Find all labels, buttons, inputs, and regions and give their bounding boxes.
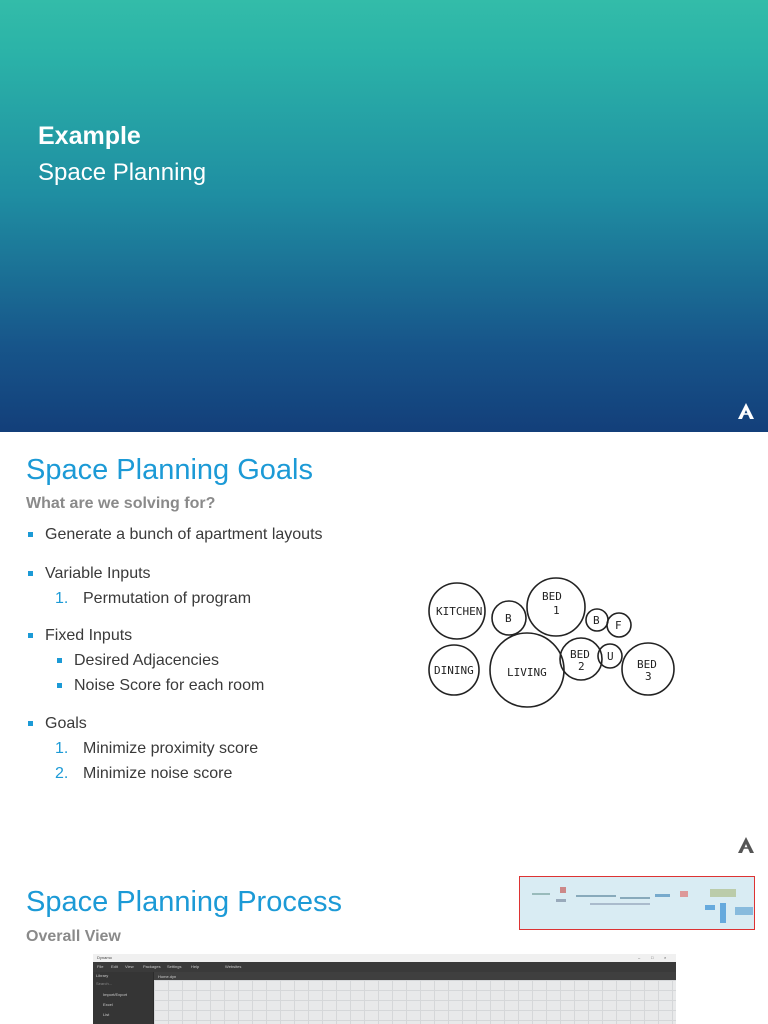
sketch-label: U bbox=[607, 650, 614, 663]
menu-websites[interactable]: Websites bbox=[225, 964, 242, 969]
bullet-item: Variable Inputs bbox=[45, 565, 151, 582]
sketch-label: B bbox=[593, 614, 600, 627]
autodesk-logo-icon bbox=[736, 402, 756, 420]
bubble-diagram-sketch bbox=[420, 562, 695, 722]
menu-bar bbox=[93, 962, 676, 972]
sub-item: Desired Adjacencies bbox=[74, 652, 219, 669]
menu-file[interactable]: File bbox=[97, 964, 104, 969]
window-titlebar bbox=[93, 954, 676, 962]
menu-settings[interactable]: Settings bbox=[167, 964, 182, 969]
slide-subtitle: Space Planning bbox=[38, 159, 207, 186]
slide-title: Example bbox=[38, 122, 141, 150]
list-number: 2. bbox=[55, 765, 69, 782]
slide-title: Space Planning Goals bbox=[26, 454, 313, 486]
menu-packages[interactable]: Packages bbox=[143, 964, 161, 969]
slide-subtitle: What are we solving for? bbox=[26, 495, 216, 512]
sketch-label: B bbox=[505, 612, 512, 625]
sketch-label: LIVING bbox=[507, 666, 547, 679]
list-number: 1. bbox=[55, 590, 69, 607]
process-slide bbox=[0, 864, 768, 1024]
window-title: Dynamo bbox=[97, 955, 112, 960]
tab-bar bbox=[154, 972, 676, 980]
library-item[interactable]: Excel bbox=[103, 1002, 113, 1007]
bullet-item: Generate a bunch of apartment layouts bbox=[45, 526, 323, 543]
graph-canvas[interactable] bbox=[154, 980, 676, 1024]
sketch-label: BED bbox=[637, 658, 657, 671]
sub-item: Noise Score for each room bbox=[74, 677, 265, 694]
sub-item: Permutation of program bbox=[83, 590, 252, 607]
menu-help[interactable]: Help bbox=[191, 964, 200, 969]
close-icon[interactable]: × bbox=[664, 955, 667, 960]
search-input[interactable]: Search... bbox=[96, 981, 113, 986]
sketch-label: BED bbox=[542, 590, 562, 603]
sketch-label: BED bbox=[570, 648, 590, 661]
sketch-label: 1 bbox=[553, 604, 560, 617]
list-number: 1. bbox=[55, 740, 69, 757]
bullet-item: Goals bbox=[45, 715, 87, 732]
graph-overview-thumbnail bbox=[519, 876, 755, 930]
bullet-icon bbox=[28, 721, 33, 726]
library-item[interactable]: Import/Export bbox=[103, 992, 128, 997]
sketch-label: 3 bbox=[645, 670, 652, 683]
dynamo-window-screenshot bbox=[93, 954, 676, 1024]
library-panel bbox=[93, 972, 153, 1024]
sketch-label: DINING bbox=[434, 664, 474, 677]
bullet-icon bbox=[28, 633, 33, 638]
library-label: Library bbox=[96, 973, 109, 978]
sub-item: Minimize noise score bbox=[83, 765, 233, 782]
goals-slide bbox=[0, 432, 768, 864]
slide-subtitle: Overall View bbox=[26, 928, 121, 945]
minimize-icon[interactable]: – bbox=[638, 955, 641, 960]
title-slide bbox=[0, 0, 768, 432]
bullet-item: Fixed Inputs bbox=[45, 627, 133, 644]
bullet-icon bbox=[57, 658, 62, 663]
sub-item: Minimize proximity score bbox=[83, 740, 259, 757]
menu-edit[interactable]: Edit bbox=[111, 964, 118, 969]
menu-view[interactable]: View bbox=[125, 964, 134, 969]
bullet-icon bbox=[57, 683, 62, 688]
tab-home[interactable]: Home.dyn bbox=[158, 974, 177, 979]
bullet-icon bbox=[28, 571, 33, 576]
bullet-icon bbox=[28, 532, 33, 537]
sketch-label: 2 bbox=[578, 660, 585, 673]
library-item[interactable]: List bbox=[103, 1012, 110, 1017]
slide-title: Space Planning Process bbox=[26, 886, 342, 918]
autodesk-logo-icon bbox=[736, 836, 756, 854]
sketch-label: F bbox=[615, 619, 622, 632]
sketch-label: KITCHEN bbox=[436, 605, 483, 618]
maximize-icon[interactable]: □ bbox=[651, 955, 654, 960]
